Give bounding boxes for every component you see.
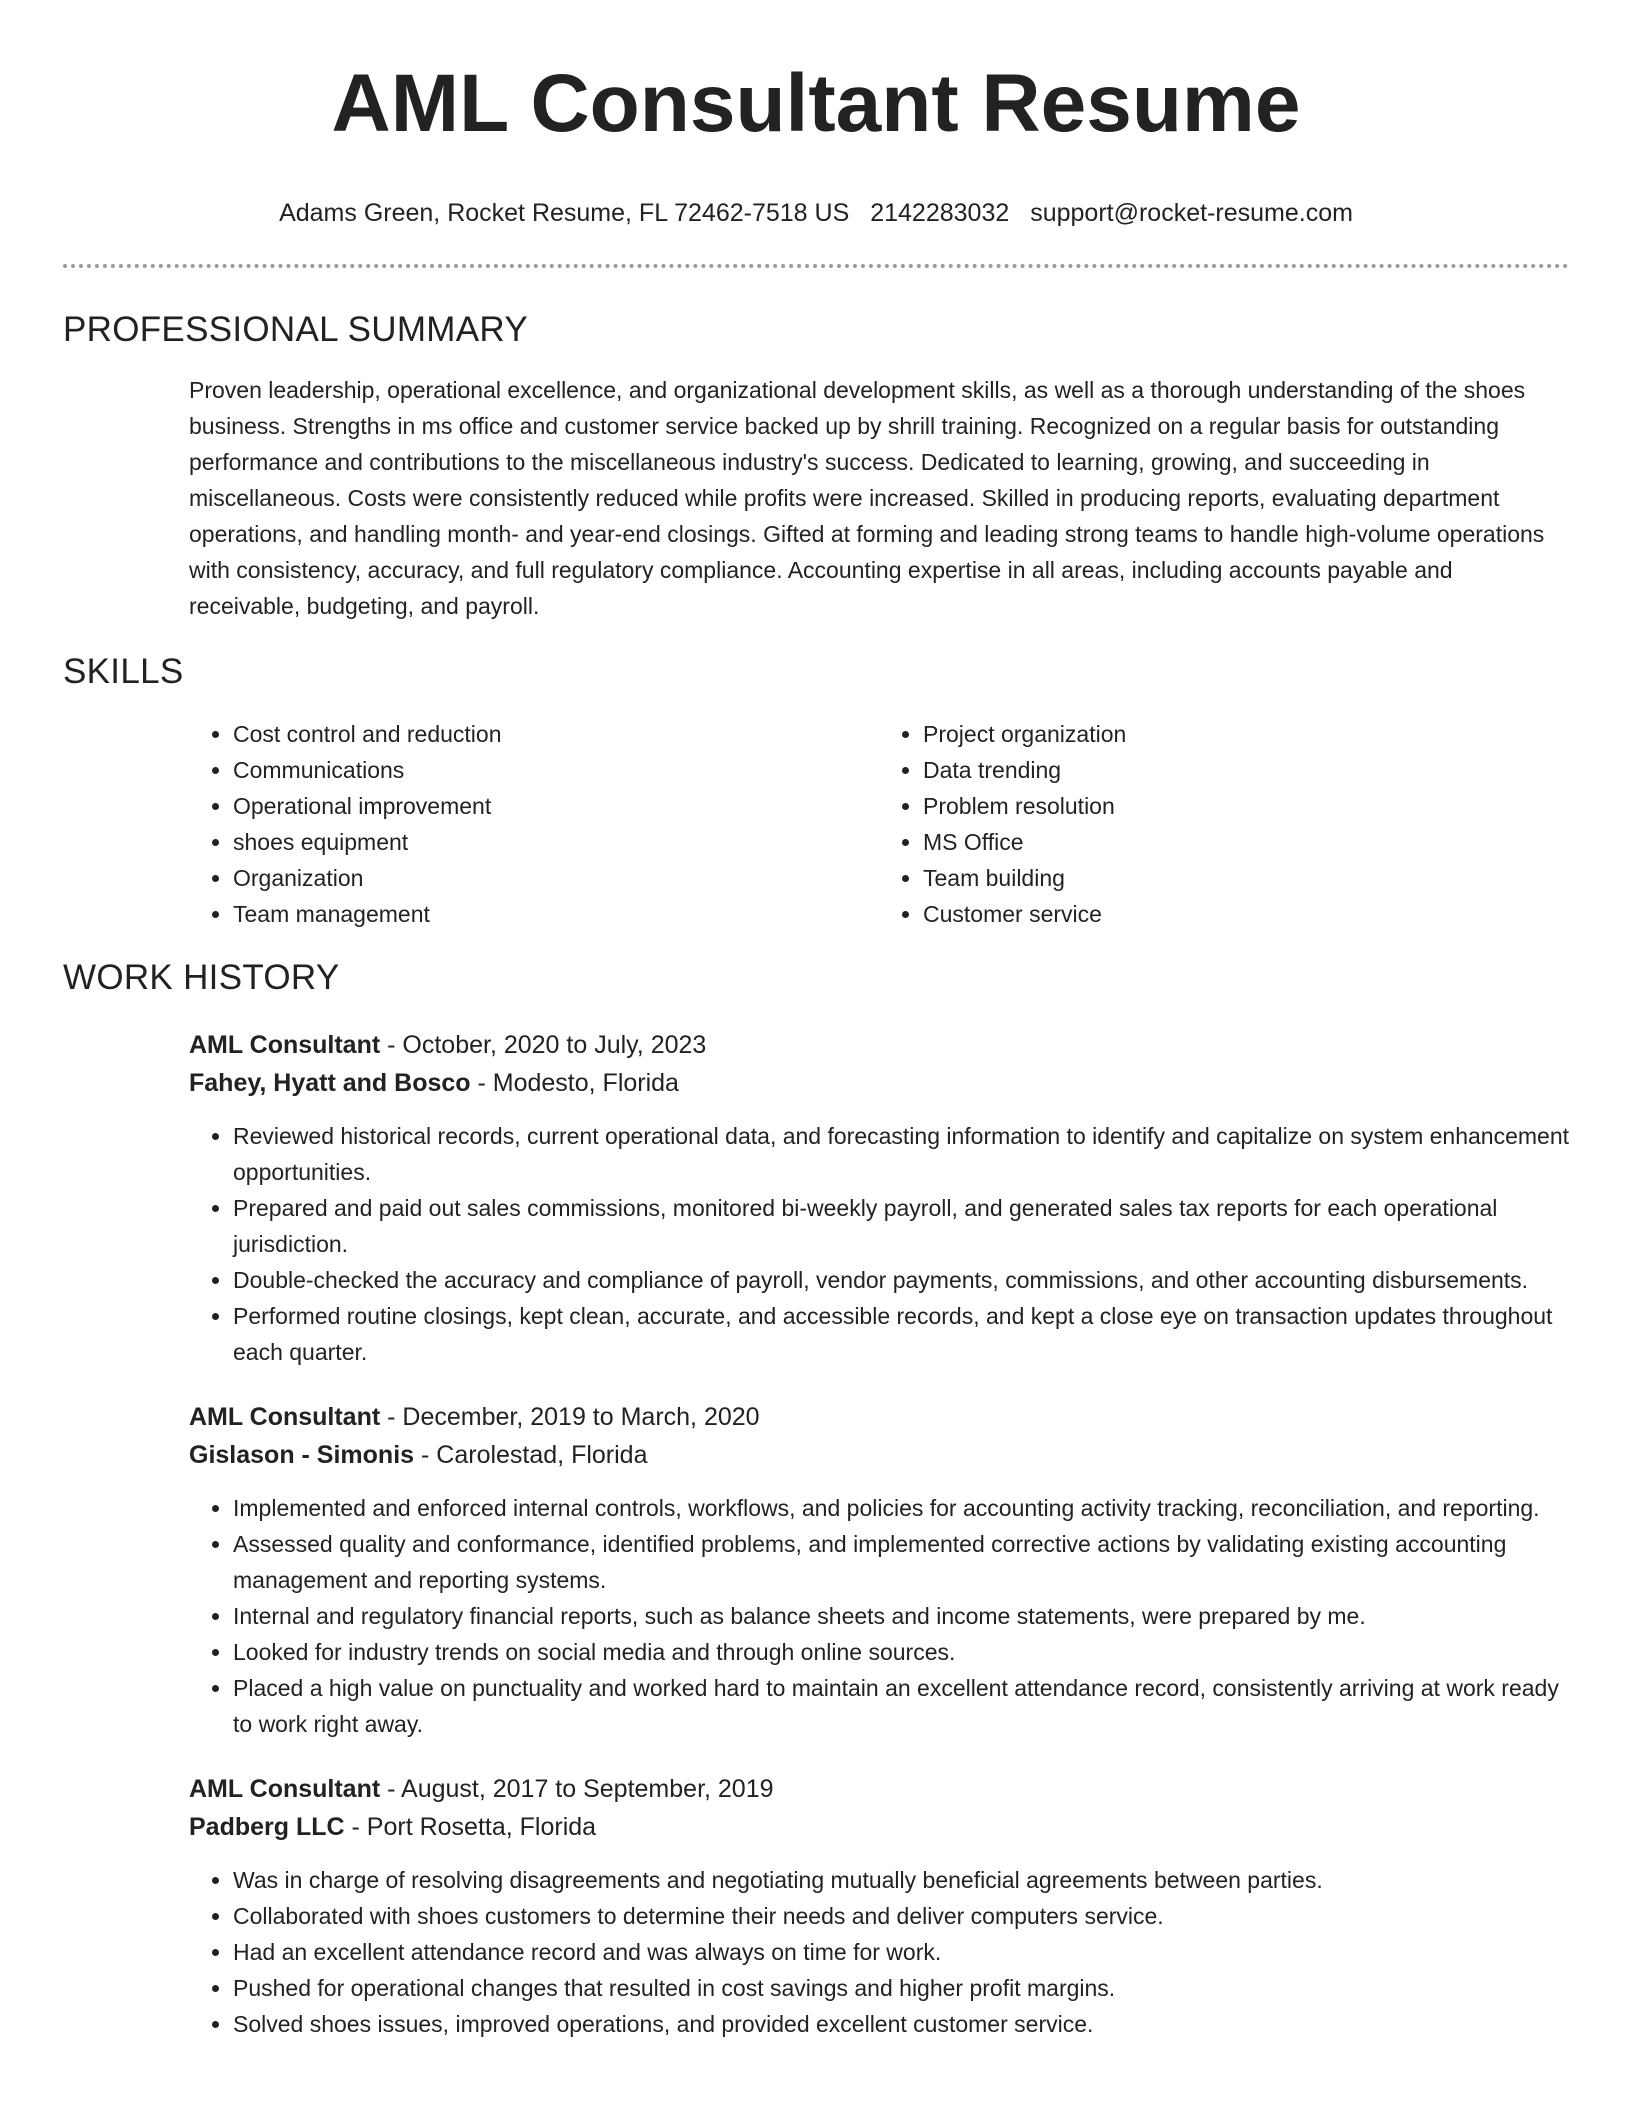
skill-item: • Project organization bbox=[923, 716, 1569, 752]
job-location: - Modesto, Florida bbox=[470, 1069, 679, 1097]
job-bullet: • Prepared and paid out sales commissions, monitored bi-weekly payroll, and generated sales tax reports for each operational jurisdiction. bbox=[233, 1190, 1569, 1262]
skill-item: • Communications bbox=[233, 752, 879, 788]
job-bullet: • Performed routine closings, kept clean, accurate, and accessible records, and kept a close eye on transaction updates throughout each quarter. bbox=[233, 1298, 1569, 1370]
skills-grid bbox=[189, 716, 1569, 932]
skills-heading: SKILLS bbox=[63, 652, 184, 691]
contact-address: Adams Green, Rocket Resume, FL 72462-7518 US bbox=[279, 199, 850, 227]
job-company: Padberg LLC bbox=[189, 1813, 345, 1841]
contact-line bbox=[63, 196, 1569, 230]
job-title-line bbox=[189, 1398, 1569, 1436]
job-dates: - December, 2019 to March, 2020 bbox=[380, 1403, 760, 1431]
job-entry bbox=[189, 1398, 1569, 1742]
job-title-line bbox=[189, 1770, 1569, 1808]
contact-phone: 2142283032 bbox=[870, 199, 1010, 227]
job-bullets bbox=[189, 1118, 1569, 1370]
job-bullet: • Was in charge of resolving disagreements and negotiating mutually beneficial agreements between parties. bbox=[233, 1862, 1569, 1898]
job-company: Gislason - Simonis bbox=[189, 1441, 415, 1469]
header-divider bbox=[63, 264, 1569, 268]
skill-item: • Team management bbox=[233, 896, 879, 932]
job-title: AML Consultant bbox=[189, 1775, 381, 1803]
skill-item: • Cost control and reduction bbox=[233, 716, 879, 752]
job-entry bbox=[189, 1026, 1569, 1370]
job-company-line bbox=[189, 1064, 1569, 1102]
summary-section bbox=[63, 308, 1569, 624]
contact-email: support@rocket-resume.com bbox=[1030, 199, 1353, 227]
job-location: - Port Rosetta, Florida bbox=[344, 1813, 597, 1841]
job-bullet: • Solved shoes issues, improved operations, and provided excellent customer service. bbox=[233, 2006, 1569, 2042]
skill-item: • shoes equipment bbox=[233, 824, 879, 860]
job-location: - Carolestad, Florida bbox=[414, 1441, 648, 1469]
skill-item: • Problem resolution bbox=[923, 788, 1569, 824]
job-bullet: • Had an excellent attendance record and was always on time for work. bbox=[233, 1934, 1569, 1970]
job-bullets bbox=[189, 1862, 1569, 2042]
summary-text: Proven leadership, operational excellence, and organizational development skills, as well as a thorough understanding of the shoes business. Strengths in ms office and customer service backed up by shrill training. Recognized on a regular basis for outstanding performance and contributions to the miscellaneous industry's success. Dedicated to learning, growing, and succeeding in miscellaneous. Costs were consistently reduced while profits were increased. Skilled in producing reports, evaluating department operations, and handling month- and year-end closings. Gifted at forming and leading strong teams to handle high-volume operations with consistency, accuracy, and full regulatory compliance. Accounting expertise in all areas, including accounts payable and receivable, budgeting, and payroll. bbox=[189, 377, 1545, 619]
job-title: AML Consultant bbox=[189, 1403, 381, 1431]
job-bullet: • Placed a high value on punctuality and worked hard to maintain an excellent attendance record, consistently arriving at work ready to work right away. bbox=[233, 1670, 1569, 1742]
job-bullet: • Assessed quality and conformance, identified problems, and implemented corrective actions by validating existing accounting management and reporting systems. bbox=[233, 1526, 1569, 1598]
job-company-line bbox=[189, 1808, 1569, 1846]
skill-item: • Data trending bbox=[923, 752, 1569, 788]
job-company: Fahey, Hyatt and Bosco bbox=[189, 1069, 471, 1097]
job-company-line bbox=[189, 1436, 1569, 1474]
job-bullet: • Looked for industry trends on social media and through online sources. bbox=[233, 1634, 1569, 1670]
skill-item: • MS Office bbox=[923, 824, 1569, 860]
skill-item: • Organization bbox=[233, 860, 879, 896]
work-history-section bbox=[63, 956, 1569, 2042]
job-dates: - August, 2017 to September, 2019 bbox=[380, 1775, 774, 1803]
skill-item: • Team building bbox=[923, 860, 1569, 896]
job-dates: - October, 2020 to July, 2023 bbox=[380, 1031, 707, 1059]
job-bullet: • Collaborated with shoes customers to determine their needs and deliver computers service. bbox=[233, 1898, 1569, 1934]
skills-list-right bbox=[879, 716, 1569, 932]
job-bullet: • Pushed for operational changes that resulted in cost savings and higher profit margins. bbox=[233, 1970, 1569, 2006]
skill-item: • Operational improvement bbox=[233, 788, 879, 824]
skills-list-left bbox=[189, 716, 879, 932]
job-bullet: • Implemented and enforced internal controls, workflows, and policies for accounting activity tracking, reconciliation, and reporting. bbox=[233, 1490, 1569, 1526]
job-title: AML Consultant bbox=[189, 1031, 381, 1059]
work-history-heading: WORK HISTORY bbox=[63, 958, 340, 997]
summary-heading: PROFESSIONAL SUMMARY bbox=[63, 310, 528, 349]
skill-item: • Customer service bbox=[923, 896, 1569, 932]
resume-title: AML Consultant Resume bbox=[331, 58, 1301, 149]
job-title-line bbox=[189, 1026, 1569, 1064]
job-bullet: • Reviewed historical records, current operational data, and forecasting information to identify and capitalize on system enhancement opportunities. bbox=[233, 1118, 1569, 1190]
job-bullet: • Internal and regulatory financial reports, such as balance sheets and income statements, were prepared by me. bbox=[233, 1598, 1569, 1634]
job-bullet: • Double-checked the accuracy and compliance of payroll, vendor payments, commissions, and other accounting disbursements. bbox=[233, 1262, 1569, 1298]
skills-section bbox=[63, 650, 1569, 932]
job-bullets bbox=[189, 1490, 1569, 1742]
job-entry bbox=[189, 1770, 1569, 2042]
